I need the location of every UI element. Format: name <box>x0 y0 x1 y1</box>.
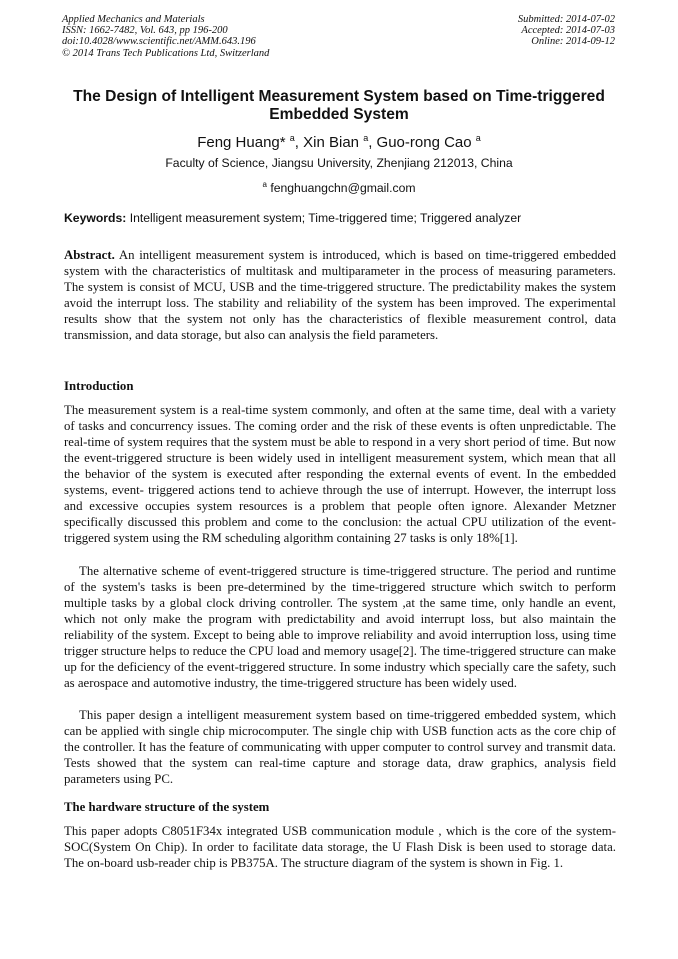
paragraph: This paper design a intelligent measurement system based on time-triggered embedded system, which can be applied with single chip microcomputer. The single chip with USB function acts as the core chip of the controller. It has the feature of communicating with upper computer to control survey and transmit data. Tests showed that the system can real-time capture and storage data, draw graphics, analysis field parameters using PC. <box>64 708 616 787</box>
email-address: fenghuangchn@gmail.com <box>270 181 416 195</box>
author-affiliation-mark: a <box>363 133 369 143</box>
abstract-text: An intelligent measurement system is introduced, which is based on time-triggered embedded system with the characteristics of multitask and multiparameter in the process of measuring parameters. The system is consist of MCU, USB and the time-triggered structure. The predictability makes the system avoid the interrupt loss. The stability and reliability of the system has been improved. The experimental results show that the system not only has the characteristics of flexible measurement control, data transmission, and data storage, but also can analysis the field parameters. <box>64 248 616 343</box>
submitted-date: Submitted: 2014-07-02 <box>517 14 615 25</box>
doi-line: doi:10.4028/www.scientific.net/AMM.643.196 <box>62 36 256 48</box>
copyright-line: © 2014 Trans Tech Publications Ltd, Switzerland <box>62 47 270 59</box>
accepted-date: Accepted: 2014-07-03 <box>521 25 615 37</box>
email-affiliation-mark: a <box>262 180 267 189</box>
title-line-1: The Design of Intelligent Measurement System based on Time-triggered <box>73 88 605 105</box>
publication-dates <box>518 14 615 48</box>
issn-line: ISSN: 1662-7482, Vol. 643, pp 196-200 <box>62 25 228 37</box>
paragraph: The measurement system is a real-time system commonly, and often at the same time, deal with a variety of tasks and concurrency issues. The coming order and the risk of these events is often unpredictable. The real-time of system requires that the system must be able to respond in a very short period of time. But now the event-triggered structure is been widely used in intelligent measurement system, which mean that all the behavior of the system is executed after responding the external events of event. In the embedded systems, event- triggered actions tend to achieve through the use of interrupt. However, the interrupt loss and excessive occupies system resources is a problem that people often ignore. Alexander Metzner specifically discussed this problem and come to the conclusion: the actual CPU utilization of the event-triggered system using the RM scheduling algorithm containing 27 tasks is only 18%[1]. <box>64 403 616 546</box>
affiliation: Faculty of Science, Jiangsu University, Zhenjiang 212013, China <box>165 156 513 170</box>
author-name: Feng Huang* <box>197 134 286 151</box>
paper-title <box>40 88 638 124</box>
author-list: Feng Huang* $^a$, Xin Bian $^a$, Guo-rong Cao $^a$ <box>197 133 481 151</box>
paragraph: This paper adopts C8051F34x integrated USB communication module , which is the core of the system-SOC(System On Chip). In order to facilitate data storage, the U Flash Disk is been used to storage data. The on-board usb-reader chip is PB375A. The structure diagram of the system is shown in Fig. 1. <box>64 824 616 871</box>
section-heading-introduction: Introduction <box>64 379 134 393</box>
abstract <box>64 247 616 343</box>
author-affiliation-mark: a <box>289 133 295 143</box>
publication-info <box>62 14 269 59</box>
online-date: Online: 2014-09-12 <box>531 36 615 48</box>
section-heading-hardware: The hardware structure of the system <box>64 800 270 814</box>
keywords <box>64 211 616 226</box>
author-affiliation-mark: a <box>475 133 481 143</box>
journal-name: Applied Mechanics and Materials <box>62 14 205 25</box>
abstract-label: Abstract. <box>64 248 115 262</box>
author-email <box>40 177 638 196</box>
author-name: Xin Bian <box>303 134 360 151</box>
author-name: Guo-rong Cao <box>376 134 472 151</box>
keywords-text: Intelligent measurement system; Time-triggered time; Triggered analyzer <box>129 211 522 225</box>
paragraph: The alternative scheme of event-triggered structure is time-triggered structure. The period and runtime of the system's tasks is been pre-determined by the time-triggered structure which switch to perform multiple tasks by a global clock driving controller. The system ,at the same time, only handle an event, which not only make the program with predictability and avoid interrupt loss, but also maintain the reliability of the system. Except to being able to improve reliability and avoid interruption loss, using time trigger structure helps to reduce the CPU load and memory usage[2]. The time-triggered structure can make up for the deficiency of the event-triggered structure. In some industry which specially care the safety, such as aerospace and automotive industry, the time-triggered structure has been widely used. <box>64 564 616 691</box>
title-line-2: Embedded System <box>269 106 409 123</box>
keywords-label: Keywords: <box>64 211 127 225</box>
